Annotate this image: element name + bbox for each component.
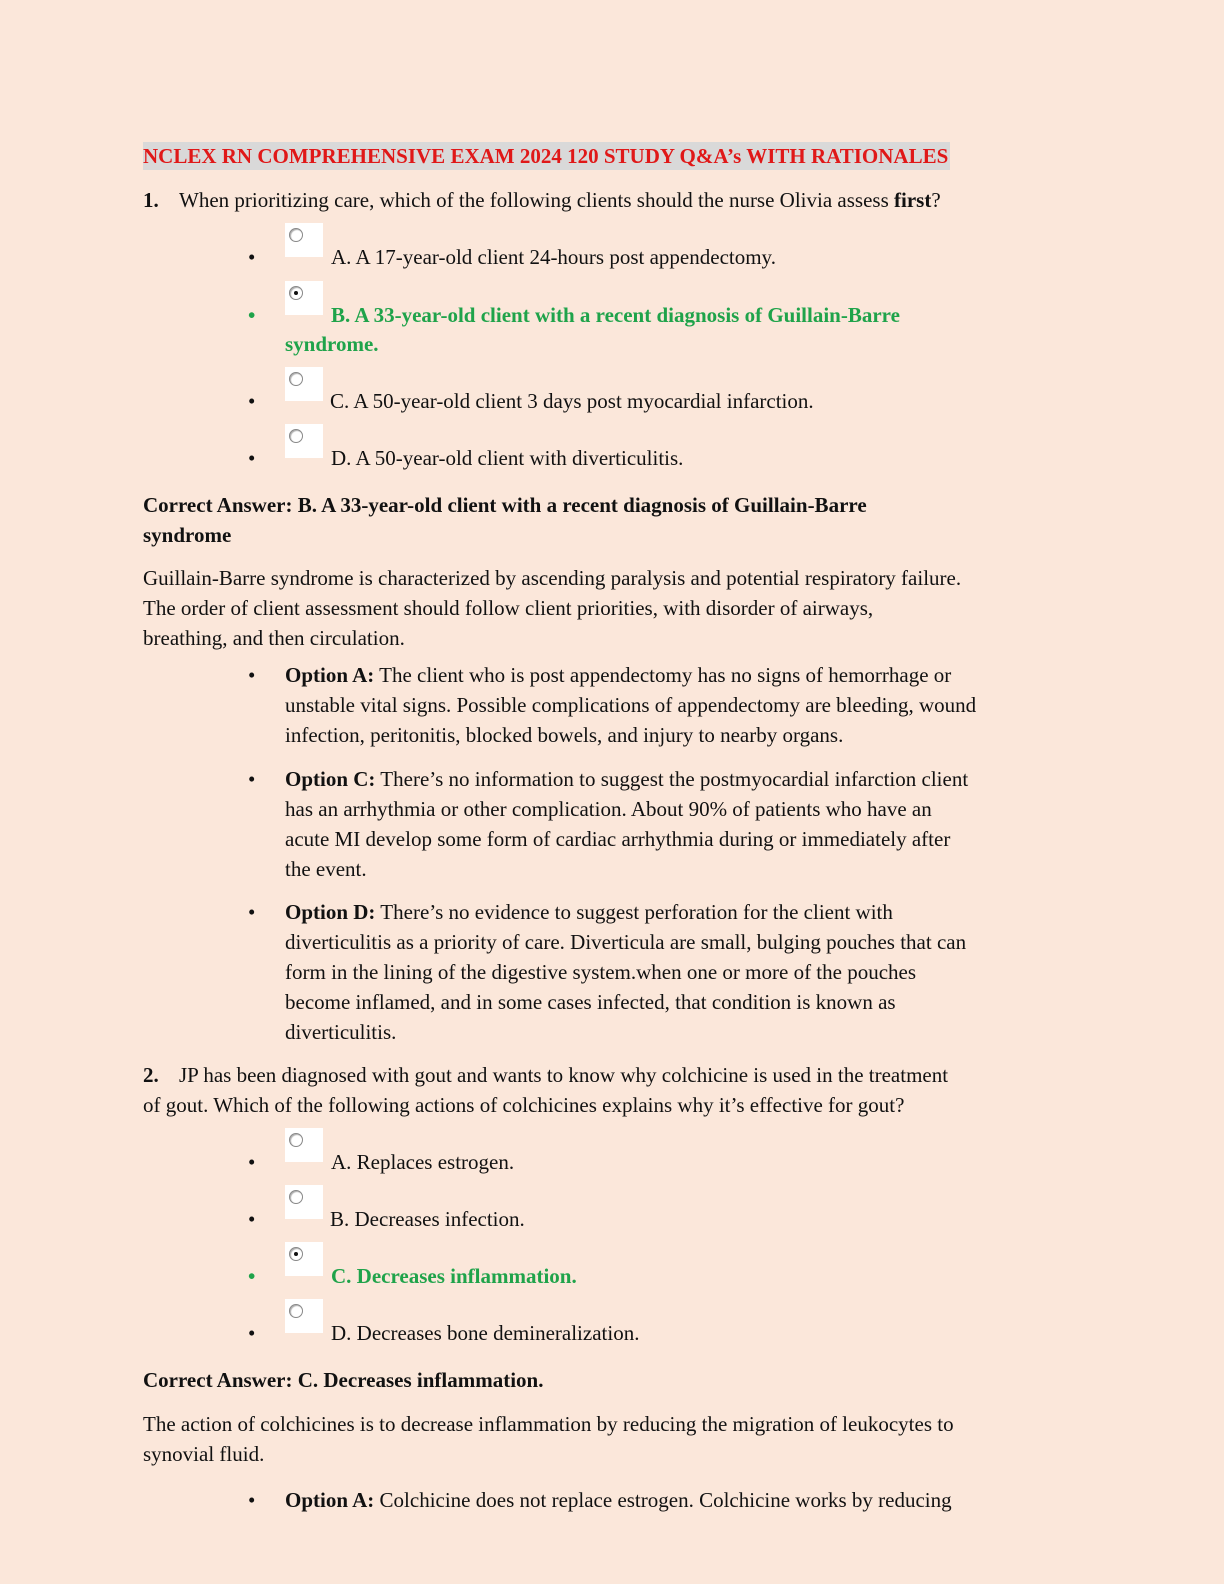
explanation-text: unstable vital signs. Possible complications of appendectomy are bleeding, wound: [285, 693, 977, 717]
document-title: NCLEX RN COMPREHENSIVE EXAM 2024 120 STUDY Q&A’s WITH RATIONALES: [143, 144, 949, 168]
bullet: •: [248, 446, 256, 470]
explanation-text: diverticulitis.: [285, 1020, 397, 1044]
question-text-end: ?: [931, 188, 941, 212]
question-emphasis: first: [894, 188, 932, 212]
explanation-text: There’s no evidence to suggest perforation for the client with: [375, 900, 893, 924]
rationale-line: synovial fluid.: [143, 1442, 265, 1466]
explanation-text: acute MI develop some form of cardiac arrhythmia during or immediately after: [285, 827, 951, 851]
option-label: B. Decreases infection.: [330, 1207, 525, 1231]
rationale-line: The order of client assessment should follow client priorities, with disorder of airways,: [143, 596, 874, 620]
bullet: •: [248, 1150, 256, 1174]
explanation-text: become inflamed, and in some cases infected, that condition is known as: [285, 990, 896, 1014]
option-label: D. A 50-year-old client with diverticulitis.: [331, 446, 684, 470]
explanation-text: There’s no information to suggest the postmyocardial infarction client: [375, 767, 969, 791]
rationale-line: breathing, and then circulation.: [143, 626, 405, 650]
question-number: 1.: [143, 188, 159, 212]
radio-button[interactable]: [285, 223, 323, 257]
option-label: C. A 50-year-old client 3 days post myocardial infarction.: [330, 389, 814, 413]
rationale-line: Guillain-Barre syndrome is characterized by ascending paralysis and potential respiratory failure.: [143, 566, 962, 590]
explanation-label: Option A:: [285, 1488, 375, 1512]
bullet: •: [248, 1321, 256, 1345]
radio-button[interactable]: [285, 1299, 323, 1333]
explanation-text: infection, peritonitis, blocked bowels, and injury to nearby organs.: [285, 723, 844, 747]
bullet: •: [248, 1488, 256, 1512]
question-text: When prioritizing care, which of the following clients should the nurse Olivia assess: [179, 188, 894, 212]
bullet: •: [248, 1207, 256, 1231]
bullet: •: [248, 389, 256, 413]
question-2: [143, 1060, 1073, 1090]
radio-button[interactable]: [285, 367, 323, 401]
correct-answer-cont: syndrome: [143, 523, 232, 547]
explanation-text: The client who is post appendectomy has no signs of hemorrhage or: [374, 663, 952, 687]
bullet: •: [248, 303, 256, 327]
explanation-text: Colchicine does not replace estrogen. Colchicine works by reducing: [374, 1488, 952, 1512]
bullet: •: [248, 663, 256, 687]
question-number: 2.: [143, 1063, 159, 1087]
question-2-cont: of gout. Which of the following actions of colchicines explains why it’s effective for gout?: [143, 1093, 905, 1117]
rationale-line: The action of colchicines is to decrease inflammation by reducing the migration of leukocytes to: [143, 1412, 954, 1436]
correct-answer: Correct Answer: C. Decreases inflammation.: [143, 1368, 544, 1392]
bullet: •: [248, 245, 256, 269]
option-label: A. A 17-year-old client 24-hours post appendectomy.: [331, 245, 776, 269]
option-label: A. Replaces estrogen.: [331, 1150, 515, 1174]
explanation-label: Option C:: [285, 767, 376, 791]
explanation-text: diverticulitis as a priority of care. Diverticula are small, bulging pouches that can: [285, 930, 967, 954]
explanation-text: the event.: [285, 857, 367, 881]
radio-button[interactable]: [285, 1185, 323, 1219]
radio-button[interactable]: [285, 424, 323, 458]
radio-button-selected[interactable]: [285, 281, 323, 315]
option-label-line2: syndrome.: [285, 332, 379, 356]
question-text: JP has been diagnosed with gout and wants to know why colchicine is used in the treatment: [179, 1063, 949, 1087]
bullet: •: [248, 900, 256, 924]
option-label: C. Decreases inflammation.: [331, 1264, 577, 1288]
bullet: •: [248, 1264, 256, 1288]
explanation-label: Option A:: [285, 663, 375, 687]
bullet: •: [248, 767, 256, 791]
correct-answer: Correct Answer: B. A 33-year-old client with a recent diagnosis of Guillain-Barre: [143, 493, 867, 517]
radio-button[interactable]: [285, 1128, 323, 1162]
option-label-line1: B. A 33-year-old client with a recent diagnosis of Guillain-Barre: [331, 303, 900, 327]
radio-button-selected[interactable]: [285, 1242, 323, 1276]
explanation-text: has an arrhythmia or other complication. About 90% of patients who have an: [285, 797, 932, 821]
option-label: D. Decreases bone demineralization.: [331, 1321, 640, 1345]
option-label: [285, 301, 991, 359]
explanation-text: form in the lining of the digestive system.when one or more of the pouches: [285, 960, 917, 984]
explanation-label: Option D:: [285, 900, 376, 924]
question-1: [143, 185, 1073, 215]
